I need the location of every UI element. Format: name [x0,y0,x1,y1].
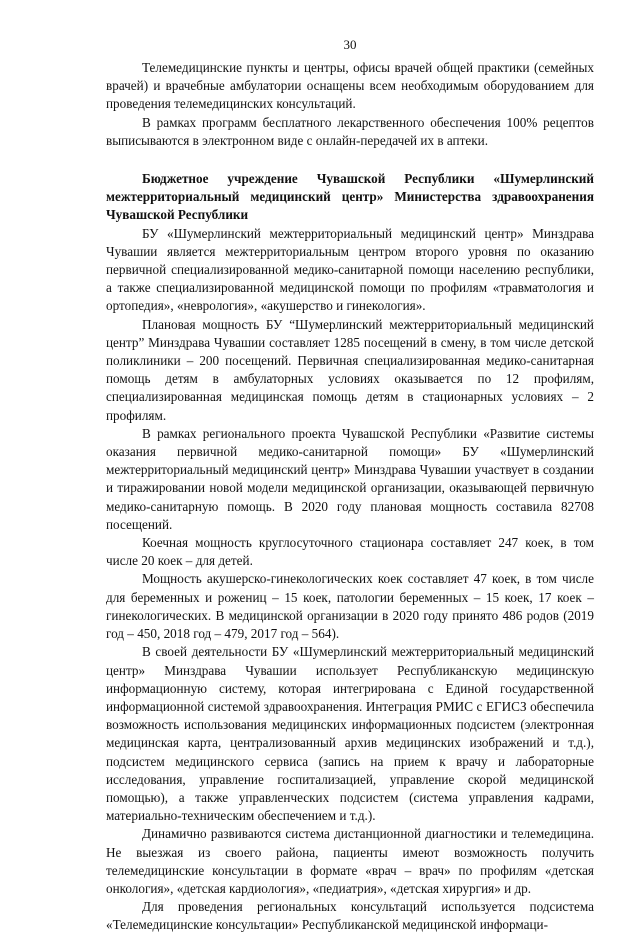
paragraph-center-status: БУ «Шумерлинский межтерриториальный медицинский центр» Минздрава Чувашии является межтерриториальным центром второго уровня по оказанию первичной специализированной медико-санитарной помощи населению республики, а также специализированной медицинской помощи по профилям «травматология и ортопедия», «неврология», «акушерство и гинекология». [106,225,594,314]
paragraph-bed-capacity: Коечная мощность круглосуточного стационара составляет 247 коек, в том числе 20 коек – для детей. [106,535,594,569]
page-number: 30 [343,37,357,52]
paragraph-regional-project: В рамках регионального проекта Чувашской Республики «Развитие системы оказания первичной медико-санитарной помощи» БУ «Шумерлинский межтерриториальный медицинский центр» Минздрава Чувашии участвует в создании и тиражировании новой модели медицинской организации, оказывающей первичную медико-санитарную помощь. В 2020 году плановая мощность составила 82708 посещений. [106,425,594,532]
paragraph-obstetric-beds: Мощность акушерско-гинекологических коек составляет 47 коек, в том числе для беременных и рожениц – 15 коек, патологии беременных – 15 коек, 17 коек – гинекологических. В медицинской организации в 2020 году принято 486 родов (2019 год – 450, 2018 год – 479, 2017 год – 564). [106,571,594,642]
paragraph-regional-consultations: Для проведения региональных консультаций используется подсистема «Телемедицинские консультации» Республиканской медицинской информаци- [106,899,594,933]
paragraph-information-system: В своей деятельности БУ «Шумерлинский межтерриториальный медицинский центр» Минздрава Чувашии использует Республиканскую медицинскую информационную систему, которая интегрирована с Единой государственной информационной системой здравоохранения. Интеграция РМИС с ЕГИСЗ обеспечила возможность использования медицинских информационных подсистем (электронная медицинская карта, централизованный архив медицинских изображений и т.д.), подсистем медицинского сервиса (запись на прием к врачу и лабораторные исследования, управление госпитализацией, управление скорой медицинской помощью), а также управленческих подсистем (система управления кадрами, материально-техническим обеспечением и т.д.). [106,644,594,824]
paragraph-telemedicine-points: Телемедицинские пункты и центры, офисы врачей общей практики (семейных врачей) и врачебные амбулатории оснащены всем необходимым оборудованием для проведения телемедицинских консультаций. [106,60,594,112]
paragraph-remote-diagnostics: Динамично развиваются система дистанционной диагностики и телемедицина. Не выезжая из своего района, пациенты имеют возможность получить телемедицинские консультации в формате «врач – врач» по профилям «детская онкология», «детская кардиология», «педиатрия», «детская хирургия» и др. [106,826,594,896]
section-heading: Бюджетное учреждение Чувашской Республики «Шумерлинский межтерриториальный медицинский центр» Министерства здравоохранения Чувашской Республики [106,171,594,223]
paragraph-electronic-prescriptions: В рамках программ бесплатного лекарственного обеспечения 100% рецептов выписываются в электронном виде с онлайн-передачей их в аптеки. [106,114,594,148]
document-page [106,36,594,935]
paragraph-planned-capacity: Плановая мощность БУ “Шумерлинский межтерриториальный медицинский центр” Минздрава Чувашии составляет 1285 посещений в смену, в том числе детской поликлиники – 200 посещений. Первичная специализированная медико-санитарная помощь детям в амбулаторных условиях оказывается по 12 профилям, специализированная медицинская помощь детям в стационарных условиях – 2 профилям. [106,316,594,423]
